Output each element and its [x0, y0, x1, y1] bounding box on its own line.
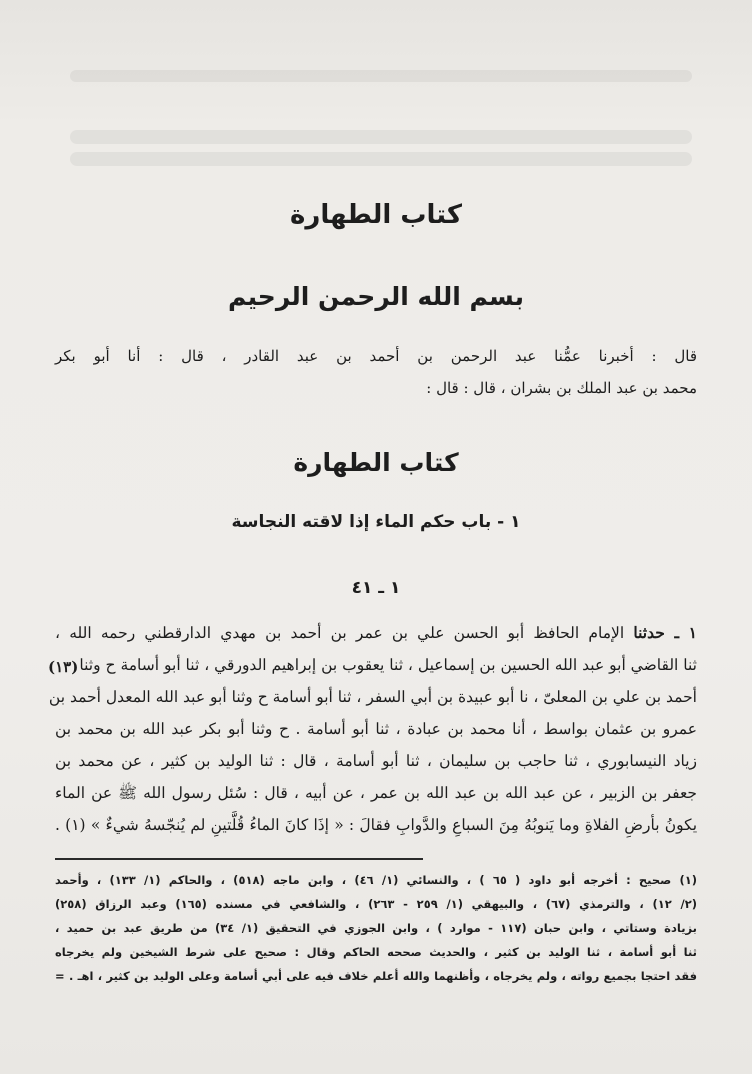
hadith-line: يكونُ بأرضِ الفلاةِ وما يَنوبُهُ مِنَ السباعِ والدَّوابِ فقالَ : « إذَا كانَ الماءُ قُلَّتينِ لم يُنجّسهُ شيءٌ » (١) .	[55, 816, 698, 834]
hadith-line: جعفر بن الزبير ، عن عبد الله بن عبد الله بن عمر ، عن أبيه ، قال : سُئل رسول الله ﷺ عن الماء	[55, 784, 697, 802]
hadith-line-first	[55, 623, 697, 643]
book-title: كتاب الطهارة	[290, 200, 462, 230]
intro-line: محمد بن عبد الملك بن بشران ، قال : قال :	[426, 379, 697, 397]
hadith-line: الإمام الحافظ أبو الحسن علي بن عمر بن أحمد بن مهدي الدارقطني رحمه الله ،	[55, 624, 625, 642]
footnote-rule	[55, 858, 423, 860]
hadith-line: أحمد بن علي بن المعلىّ ، نا أبو عبيدة بن أبي السفر ، ثنا أبو أسامة ح وثنا أبو عبد الله المعدل أحمد بن	[48, 688, 697, 706]
bleed-through-text	[70, 130, 692, 144]
book-title-repeat: كتاب الطهارة	[293, 448, 459, 477]
hadith-line: ثنا القاضي أبو عبد الله الحسين بن إسماعيل ، ثنا يعقوب بن إبراهيم الدورقي ، ثنا أبو أسامة ح وثنا	[79, 656, 697, 674]
footnote-line: (١) صحيح : أخرجه أبو داود ( ٦٥ ) ، والنسائي (١/ ٤٦) ، وابن ماجه (٥١٨) ، والحاكم (١/ ١٣٣) ، وأحمد	[55, 873, 697, 887]
bleed-through-text	[70, 70, 692, 82]
hadith-line: عمرو بن عثمان بواسط ، أنا محمد بن عبادة ، ثنا أبو أسامة . ح وثنا أبو بكر عبد الله بن محمد بن	[55, 720, 697, 738]
bleed-through-text	[70, 152, 692, 166]
footnote-line: ثنا أبو أسامة ، ثنا الوليد بن كثير ، والحديث صححه الحاكم وقال : صحيح على شرط الشيخين ولم يخرجاه	[55, 945, 697, 959]
footnote-line: بزيادة وستاتي ، وابن حبان (١١٧ - موارد ) ، وابن الجوزي في التحقيق (١/ ٣٤) من طريق عبد بن حميد ،	[55, 921, 697, 935]
margin-marker: (١٣)	[48, 658, 79, 676]
hadith-lead: ١ ـ حدثنا	[633, 623, 697, 642]
footnote-line: فقد احتجا بجميع رواته ، ولم يخرجاه ، وأظنهما والله أعلم خلاف فيه على أبي أسامة وعلى الوليد بن كثير ، اهـ . =	[55, 969, 697, 983]
intro-line: قال : أخبرنا عمُّنا عبد الرحمن بن أحمد بن عبد القادر ، قال : أنا أبو بكر	[55, 347, 697, 365]
hadith-line: زياد النيسابوري ، ثنا حاجب بن سليمان ، ثنا أبو أسامة ، قال : ثنا الوليد بن كثير ، عن محمد بن	[55, 752, 697, 770]
chapter-heading: ١ - باب حكم الماء إذا لاقته النجاسة	[231, 512, 521, 532]
basmala: بسم الله الرحمن الرحيم	[228, 282, 524, 311]
footnote-line: (٢/ ١٢) ، والترمذي (٦٧) ، والبيهقي (١/ ٢٥٩ - ٢٦٣) ، والشافعي في مسنده (١٦٥) وعبد الرزاق (٢٥٨)	[55, 897, 697, 911]
hadith-number: ١ ـ ٤١	[351, 578, 401, 598]
